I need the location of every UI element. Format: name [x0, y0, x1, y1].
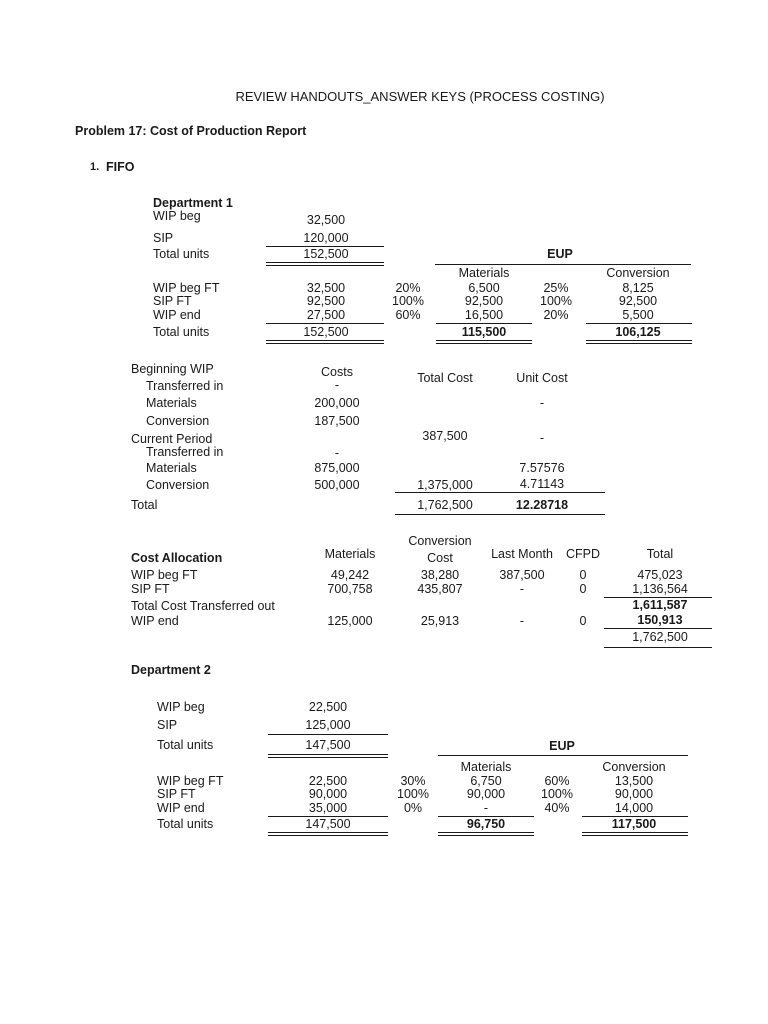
- dept2-units-value: 22,500: [308, 700, 348, 714]
- dept2-units-label: SIP: [157, 718, 178, 732]
- dept2-eup-units: 90,000: [308, 787, 348, 801]
- eup-line: [438, 755, 688, 756]
- section-number: 1.: [90, 161, 100, 173]
- dept2-eup-mat-pct: 0%: [403, 801, 423, 815]
- dept2-eup-conv: 13,500: [614, 774, 654, 788]
- problem-heading: Problem 17: Cost of Production Report: [75, 124, 307, 138]
- cost-label: Materials: [146, 396, 197, 410]
- cost-value: 875,000: [314, 461, 360, 475]
- alloc-last: 387,500: [499, 568, 545, 582]
- beginning-wip-label: Beginning WIP: [131, 362, 214, 376]
- alloc-mat: 49,242: [330, 568, 370, 582]
- dept2-eup-mat-pct: 30%: [400, 774, 426, 788]
- dept2-eup-conv-pct: 40%: [544, 801, 570, 815]
- section-heading: FIFO: [106, 160, 135, 174]
- unit-cost-total: 12.28718: [515, 498, 569, 512]
- dept2-eup-conv: 90,000: [614, 787, 654, 801]
- dept1-eup-mat: 115,500: [461, 325, 507, 339]
- dept1-eup-mat-pct: 20%: [395, 281, 421, 295]
- alloc-row-label: WIP end: [131, 614, 179, 628]
- unit-cost-value: -: [539, 431, 545, 445]
- dept2-eup-header: EUP: [549, 739, 575, 753]
- document-title: REVIEW HANDOUTS_ANSWER KEYS (PROCESS COSTING): [235, 89, 605, 104]
- alloc-conv: 38,280: [420, 568, 460, 582]
- dept2-materials-header: Materials: [460, 760, 512, 774]
- alloc-last-month-header: Last Month: [491, 547, 553, 561]
- dept1-eup-mat-pct: 100%: [392, 294, 424, 308]
- underline: [395, 492, 605, 493]
- dept1-title: Department 1: [153, 196, 233, 210]
- transferred-out-total: 1,611,587: [632, 598, 688, 612]
- dept1-eup-label: Total units: [153, 325, 210, 339]
- underline: [268, 734, 388, 735]
- unit-cost-header: Unit Cost: [516, 371, 568, 385]
- unit-cost-value: -: [539, 396, 545, 410]
- transferred-out-label: Total Cost Transferred out: [131, 599, 275, 613]
- alloc-total: 475,023: [637, 568, 683, 582]
- dept1-eup-mat: 92,500: [464, 294, 504, 308]
- underline: [604, 628, 712, 629]
- dept2-conversion-header: Conversion: [602, 760, 666, 774]
- dept1-eup-conv: 8,125: [622, 281, 654, 295]
- current-period-label: Current Period: [131, 432, 213, 446]
- cost-value: 200,000: [314, 396, 360, 410]
- cost-label: Materials: [146, 461, 197, 475]
- double-underline: [586, 340, 692, 344]
- underline: [604, 647, 712, 648]
- grand-total-value: 1,762,500: [417, 498, 473, 512]
- dept1-units-value: 152,500: [303, 247, 349, 261]
- alloc-conversion-header: Conversion: [408, 534, 472, 548]
- dept1-eup-conv: 5,500: [622, 308, 654, 322]
- alloc-cfpd: 0: [579, 614, 587, 628]
- dept1-eup-conv: 106,125: [615, 325, 661, 339]
- alloc-total-header: Total: [646, 547, 674, 561]
- alloc-cfpd: 0: [579, 582, 587, 596]
- dept1-units-label: SIP: [153, 231, 174, 245]
- dept1-eup-mat-pct: 60%: [395, 308, 421, 322]
- alloc-last: -: [519, 614, 525, 628]
- total-cost-header: Total Cost: [417, 371, 473, 385]
- total-cost-value: 1,375,000: [417, 478, 473, 492]
- dept2-eup-label: WIP beg FT: [157, 774, 224, 788]
- costs-header: Costs: [321, 365, 353, 379]
- dept2-eup-units: 35,000: [308, 801, 348, 815]
- underline: [395, 514, 605, 515]
- double-underline: [438, 832, 534, 836]
- unit-cost-value: 4.71143: [519, 477, 565, 491]
- cost-value: -: [334, 378, 340, 392]
- alloc-total: 1,136,564: [632, 582, 688, 596]
- dept2-eup-mat: 96,750: [466, 817, 506, 831]
- dept2-eup-mat: 90,000: [466, 787, 506, 801]
- cost-label: Transferred in: [146, 379, 224, 393]
- dept2-eup-units: 147,500: [305, 817, 351, 831]
- eup-line: [435, 264, 691, 265]
- dept1-materials-header: Materials: [458, 266, 510, 280]
- dept1-eup-conv-pct: 25%: [543, 281, 569, 295]
- alloc-last: -: [519, 582, 525, 596]
- dept2-units-label: WIP beg: [157, 700, 205, 714]
- dept1-eup-header: EUP: [547, 247, 573, 261]
- dept1-eup-mat: 16,500: [464, 308, 504, 322]
- dept1-eup-mat: 6,500: [468, 281, 500, 295]
- dept2-eup-conv-pct: 100%: [541, 787, 573, 801]
- dept2-eup-conv: 14,000: [614, 801, 654, 815]
- dept2-units-value: 125,000: [305, 718, 351, 732]
- cost-value: 187,500: [314, 414, 360, 428]
- double-underline: [266, 340, 384, 344]
- cost-value: 500,000: [314, 478, 360, 492]
- dept2-eup-conv-pct: 60%: [544, 774, 570, 788]
- alloc-materials-header: Materials: [324, 547, 376, 561]
- dept1-eup-units: 32,500: [306, 281, 346, 295]
- dept2-eup-label: SIP FT: [157, 787, 196, 801]
- alloc-mat: 125,000: [327, 614, 373, 628]
- alloc-grand-total: 1,762,500: [632, 630, 688, 644]
- dept2-eup-units: 22,500: [308, 774, 348, 788]
- dept1-units-value: 32,500: [306, 213, 346, 227]
- dept1-eup-label: WIP end: [153, 308, 201, 322]
- dept2-units-value: 147,500: [305, 738, 351, 752]
- double-underline: [436, 340, 532, 344]
- double-underline: [268, 832, 388, 836]
- alloc-row-label: WIP beg FT: [131, 568, 198, 582]
- dept1-eup-units: 27,500: [306, 308, 346, 322]
- dept1-eup-label: WIP beg FT: [153, 281, 220, 295]
- dept2-eup-mat: 6,750: [470, 774, 502, 788]
- dept1-units-value: 120,000: [303, 231, 349, 245]
- cost-allocation-title: Cost Allocation: [131, 551, 223, 565]
- dept1-eup-units: 92,500: [306, 294, 346, 308]
- dept2-eup-mat-pct: 100%: [397, 787, 429, 801]
- underline: [266, 323, 384, 324]
- underline: [436, 323, 532, 324]
- double-underline: [268, 754, 388, 758]
- alloc-total: 150,913: [637, 613, 683, 627]
- dept2-eup-conv: 117,500: [611, 817, 657, 831]
- total-label: Total: [131, 498, 158, 512]
- dept1-eup-conv-pct: 20%: [543, 308, 569, 322]
- dept2-units-label: Total units: [157, 738, 214, 752]
- double-underline: [582, 832, 688, 836]
- dept1-units-label: WIP beg: [153, 209, 201, 223]
- dept1-units-label: Total units: [153, 247, 210, 261]
- dept1-conversion-header: Conversion: [606, 266, 670, 280]
- dept1-eup-units: 152,500: [303, 325, 349, 339]
- dept1-eup-conv-pct: 100%: [540, 294, 572, 308]
- cost-label: Transferred in: [146, 445, 224, 459]
- unit-cost-value: 7.57576: [519, 461, 565, 475]
- alloc-cfpd-header: CFPD: [565, 547, 601, 561]
- double-underline: [266, 262, 384, 266]
- alloc-conv: 435,807: [417, 582, 463, 596]
- total-cost-value: 387,500: [422, 429, 468, 443]
- cost-value: -: [334, 446, 340, 460]
- dept1-eup-conv: 92,500: [618, 294, 658, 308]
- alloc-conv: 25,913: [420, 614, 460, 628]
- alloc-row-label: SIP FT: [131, 582, 170, 596]
- dept2-eup-label: WIP end: [157, 801, 205, 815]
- dept1-eup-label: SIP FT: [153, 294, 192, 308]
- cost-label: Conversion: [146, 478, 210, 492]
- alloc-cfpd: 0: [579, 568, 587, 582]
- dept2-eup-label: Total units: [157, 817, 214, 831]
- alloc-conversion-header: Cost: [427, 551, 453, 565]
- cost-label: Conversion: [146, 414, 210, 428]
- underline: [586, 323, 692, 324]
- dept2-eup-mat: -: [483, 801, 489, 815]
- dept2-title: Department 2: [131, 663, 211, 677]
- alloc-mat: 700,758: [327, 582, 373, 596]
